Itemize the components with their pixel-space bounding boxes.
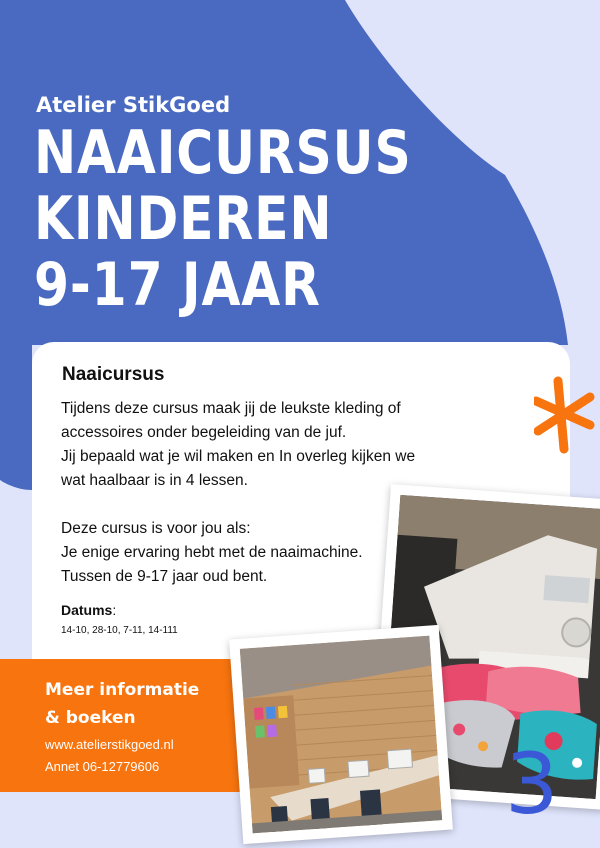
- workshop-photo-image: [240, 636, 442, 834]
- booking-title-line-1: Meer informatie: [45, 680, 200, 700]
- booking-title: [45, 676, 199, 732]
- contact-info: [45, 734, 174, 778]
- description-line: Jij bepaald wat je wil maken en In overleg kijken we: [61, 448, 416, 465]
- booking-title-line-2: & boeken: [45, 708, 136, 728]
- dates-value: 14-10, 28-10, 7-11, 14-111: [61, 625, 178, 636]
- brand-name: Atelier StikGoed: [36, 93, 231, 117]
- description-line: accessoires onder begeleiding van de juf.: [61, 424, 347, 441]
- description-line: Deze cursus is voor jou als:: [61, 520, 251, 537]
- paragraph-gap: [61, 493, 441, 517]
- dates-label-text: Datums: [61, 602, 113, 618]
- headline-line-2: KINDEREN: [34, 184, 333, 254]
- orange-asterisk-icon: [534, 375, 598, 455]
- description-line: Tijdens deze cursus maak jij de leukste kleding of: [61, 400, 401, 417]
- description-line: Tussen de 9-17 jaar oud bent.: [61, 568, 268, 585]
- website-link[interactable]: www.atelierstikgoed.nl: [45, 737, 174, 752]
- dates-label: [61, 602, 116, 618]
- description-line: Je enige ervaring hebt met de naaimachine.: [61, 544, 363, 561]
- phone-number: Annet 06-12779606: [45, 759, 160, 774]
- headline-line-1: NAAICURSUS: [34, 118, 412, 188]
- headline-line-3: 9-17 JAAR: [34, 250, 321, 320]
- course-description: [61, 397, 441, 589]
- dates-label-colon: :: [112, 602, 117, 618]
- headline: [34, 120, 412, 318]
- photo-workshop: [229, 625, 453, 844]
- section-title: Naaicursus: [62, 364, 165, 385]
- description-line: wat haalbaar is in 4 lessen.: [61, 472, 248, 489]
- page-number: 3: [505, 735, 559, 833]
